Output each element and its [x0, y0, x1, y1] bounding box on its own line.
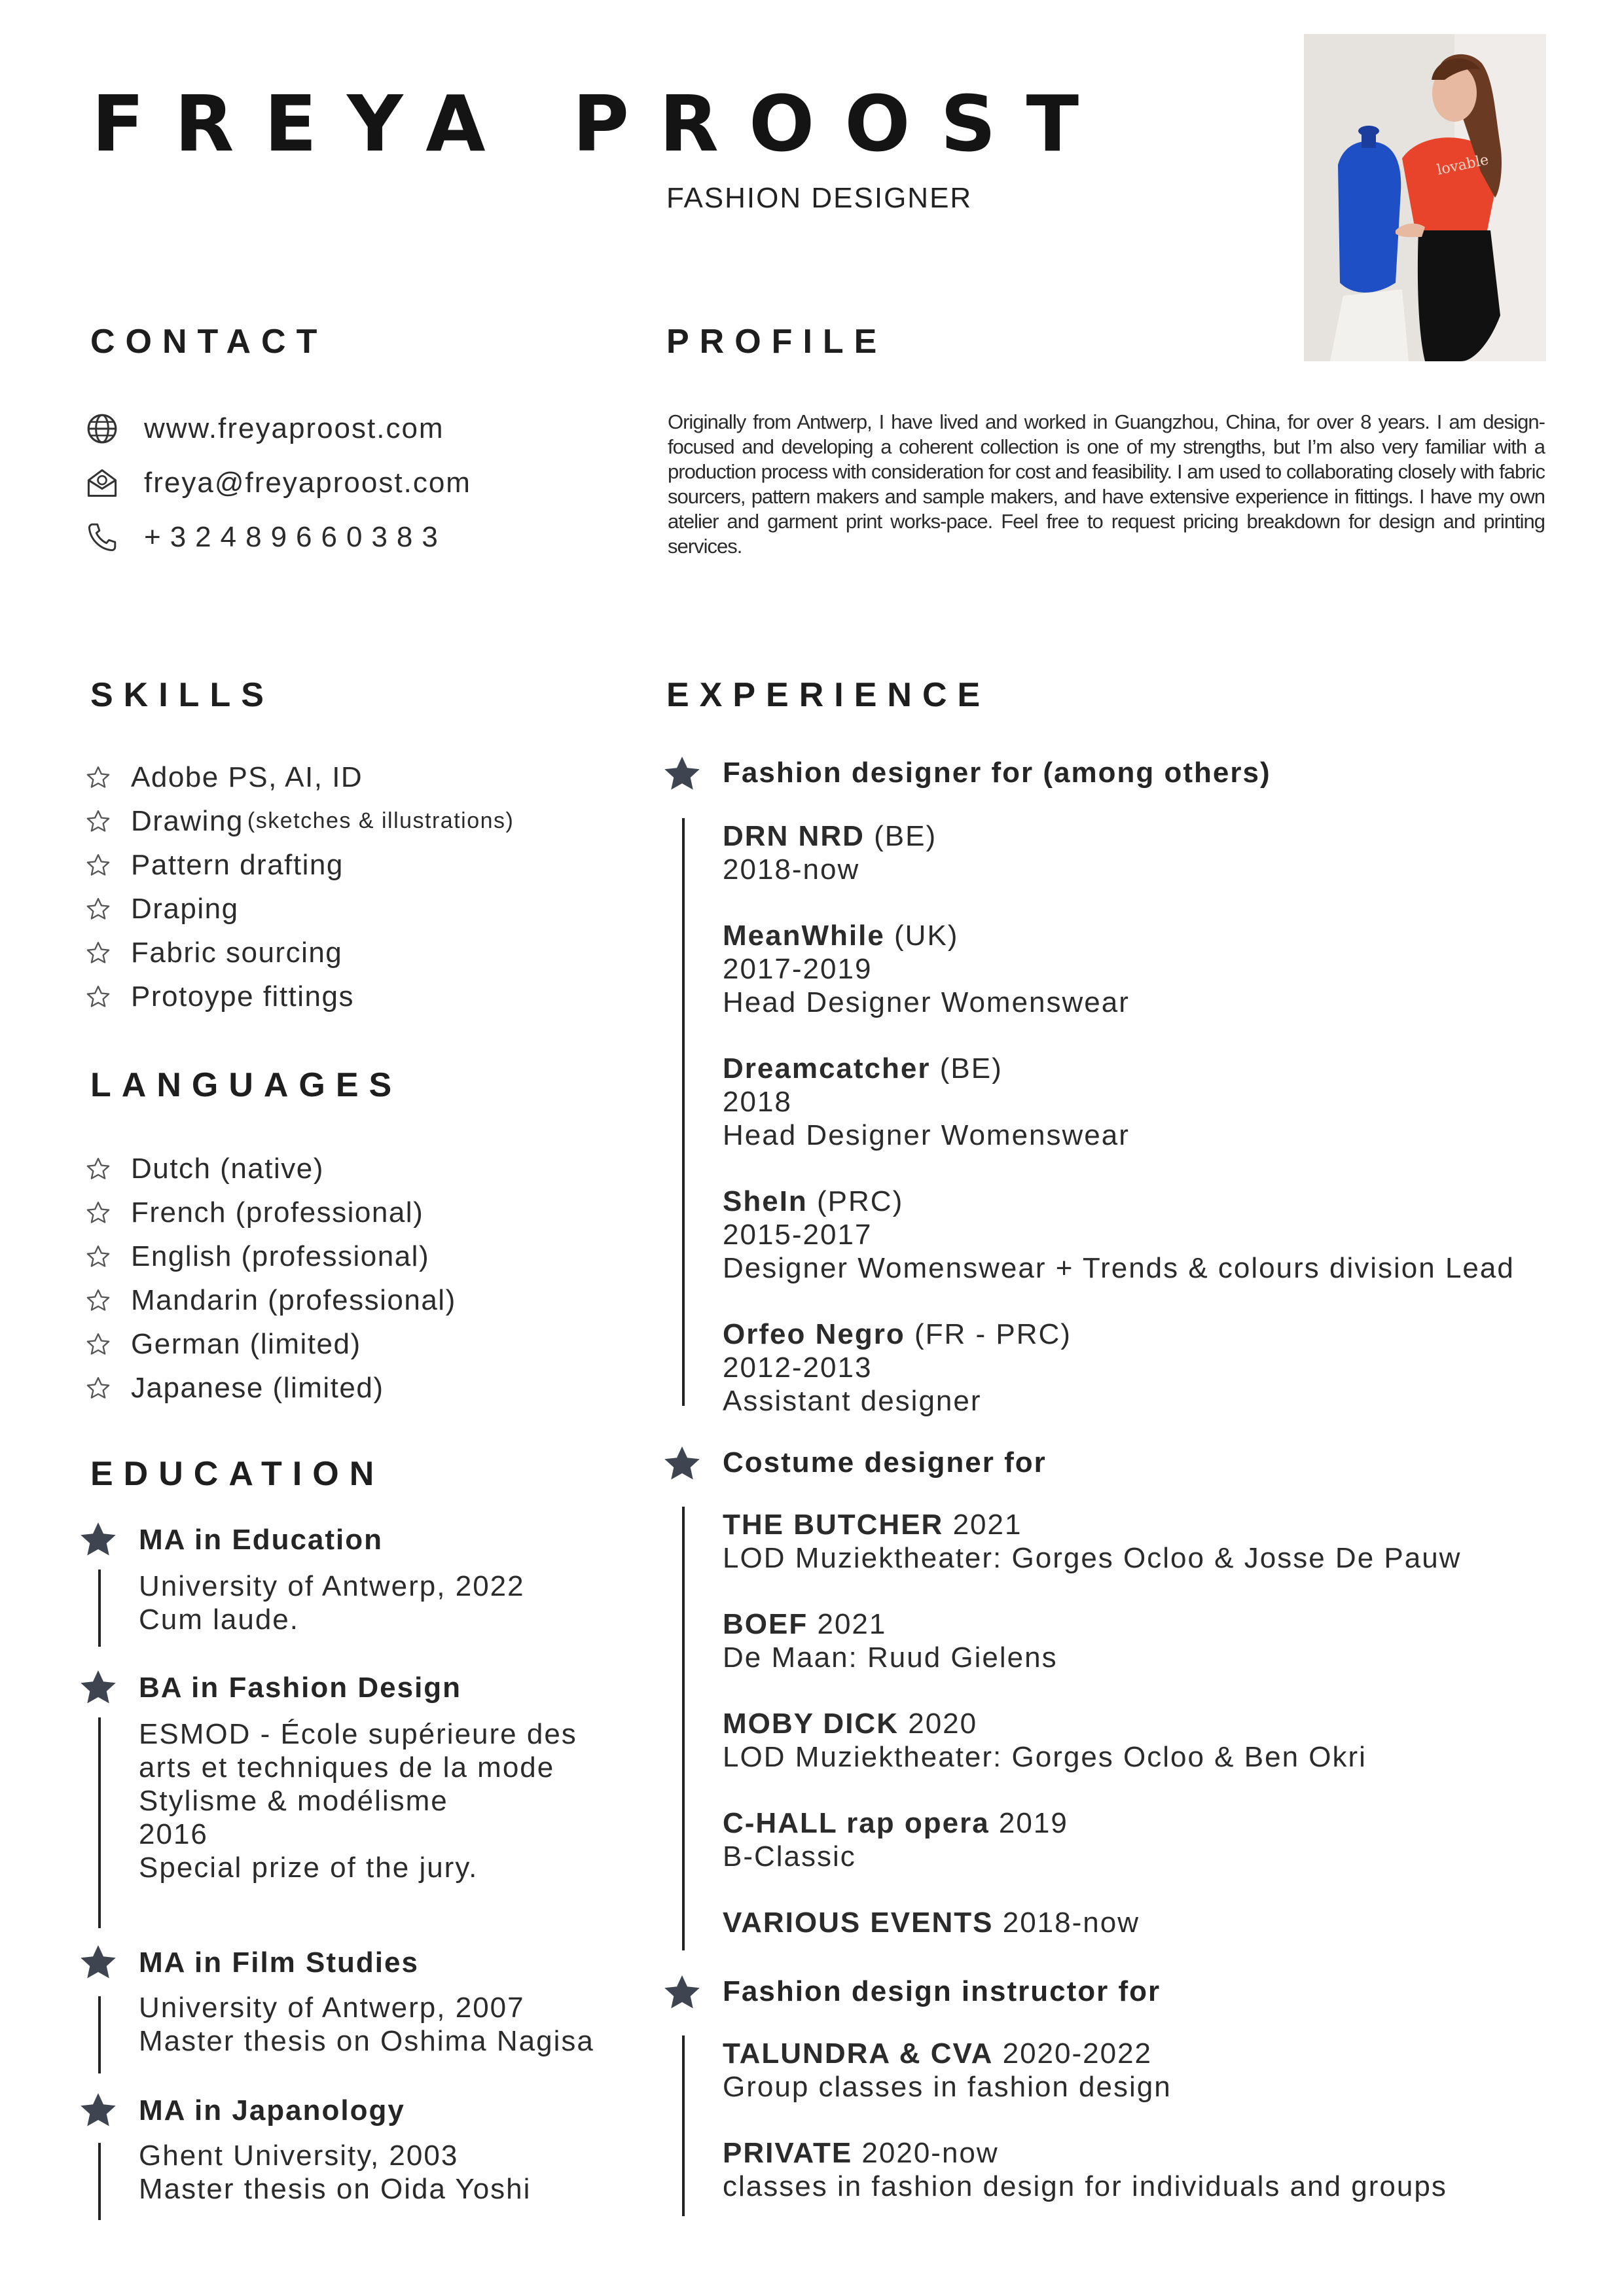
timeline-line	[98, 2143, 101, 2220]
detail-line: Ghent University, 2003	[139, 2140, 459, 2172]
star-outline-icon	[85, 852, 111, 878]
client-period: 2020-2022	[1002, 2037, 1153, 2070]
skill-note: (sketches & illustrations)	[247, 808, 514, 833]
website-link[interactable]: www.freyaproost.com	[144, 412, 444, 444]
phone-number[interactable]: +32489660383	[144, 521, 447, 553]
envelope-icon	[84, 465, 120, 501]
experience-group-entries	[723, 819, 1515, 1418]
profile-summary: Originally from Antwerp, I have lived and worked in Guangzhou, China, for over 8 years. I am design-focused and developing a coherent collection is one of my strengths, but I’m also very familiar with a production process with consideration for cost and feasibility. I am used to collaborating closely with fabric sourcers, pattern makers and sample makers, and have extensive experience in fittings. I have my own atelier and garment print works-pace. Feel free to request pricing breakdown for design and printing services.	[668, 410, 1545, 558]
production-name: BOEF	[723, 1608, 808, 1640]
detail-line: Group classes in fashion design	[723, 2071, 1172, 2103]
experience-group-heading: Fashion designer for (among others)	[723, 757, 1271, 789]
skills-list	[85, 755, 514, 1018]
employer-name: MeanWhile	[723, 920, 885, 952]
experience-entry	[723, 1806, 1461, 1873]
client-period: 2020-now	[861, 2137, 999, 2169]
degree-details	[139, 1991, 594, 2058]
production-year: 2021	[952, 1509, 1022, 1541]
experience-entry	[723, 1052, 1515, 1152]
skill-label: Fabric sourcing	[131, 936, 343, 969]
star-outline-icon	[85, 1244, 111, 1270]
timeline-line	[682, 2036, 685, 2216]
production-year: 2021	[817, 1608, 887, 1640]
production-year: 2018-now	[1002, 1907, 1140, 1939]
employer-name: Orfeo Negro	[723, 1318, 905, 1350]
production-year: 2019	[998, 1807, 1068, 1839]
degree-title: MA in Japanology	[139, 2094, 405, 2126]
experience-section-title: EXPERIENCE	[666, 676, 991, 714]
star-outline-icon	[85, 764, 111, 791]
detail-line: Cum laude.	[139, 1604, 300, 1636]
detail-line: 2012-2013	[723, 1352, 873, 1384]
list-item	[85, 931, 514, 975]
star-icon	[79, 2090, 118, 2130]
star-outline-icon	[85, 808, 111, 834]
experience-entry	[723, 1185, 1515, 1285]
star-outline-icon	[85, 1331, 111, 1357]
experience-entry	[723, 919, 1515, 1019]
degree-title: MA in Film Studies	[139, 1946, 419, 1979]
detail-line: Stylisme & modélisme	[139, 1785, 448, 1817]
detail-line: 2017-2019	[723, 953, 873, 985]
language-label: Dutch (native)	[131, 1152, 324, 1185]
star-outline-icon	[85, 940, 111, 966]
experience-group-entries	[723, 2037, 1447, 2203]
star-outline-icon	[85, 1156, 111, 1182]
list-item	[85, 975, 514, 1018]
experience-entry	[723, 1906, 1461, 1939]
languages-list	[85, 1147, 456, 1410]
timeline-line	[682, 818, 685, 1406]
list-item	[85, 1322, 456, 1366]
list-item	[85, 1234, 456, 1278]
skill-label: Drawing	[131, 804, 244, 837]
experience-group-heading: Fashion design instructor for	[723, 1975, 1161, 2007]
language-label: French (professional)	[131, 1196, 424, 1229]
detail-line: 2016	[139, 1818, 208, 1850]
production-name: THE BUTCHER	[723, 1509, 944, 1541]
experience-entry	[723, 1607, 1461, 1674]
star-outline-icon	[85, 984, 111, 1010]
skills-section-title: SKILLS	[90, 676, 274, 714]
client-name: PRIVATE	[723, 2137, 853, 2169]
experience-group-heading: Costume designer for	[723, 1446, 1047, 1479]
timeline-line	[682, 1507, 685, 1950]
list-item	[85, 1147, 456, 1191]
list-item	[85, 1366, 456, 1410]
detail-line: arts et techniques de la mode	[139, 1751, 555, 1784]
experience-group-entries	[723, 1508, 1461, 1939]
star-icon	[79, 1520, 118, 1559]
star-icon	[662, 754, 702, 793]
production-year: 2020	[908, 1708, 978, 1740]
candidate-name: FREYA PROOST	[92, 79, 1110, 169]
job-title: FASHION DESIGNER	[666, 182, 973, 214]
detail-line: ESMOD - École supérieure des	[139, 1718, 577, 1750]
list-item	[85, 1278, 456, 1322]
detail-line: 2015-2017	[723, 1219, 873, 1251]
client-name: TALUNDRA & CVA	[723, 2037, 994, 2070]
star-icon	[79, 1943, 118, 1982]
detail-line: 2018-now	[723, 853, 860, 886]
detail-line: Head Designer Womenswear	[723, 1119, 1130, 1151]
list-item	[85, 1191, 456, 1234]
experience-entry	[723, 819, 1515, 886]
degree-details	[139, 1570, 525, 1636]
email-link[interactable]: freya@freyaproost.com	[144, 467, 471, 499]
list-item	[85, 843, 514, 887]
detail-line: Designer Womenswear + Trends & colours division Lead	[723, 1252, 1515, 1284]
detail-line: University of Antwerp, 2022	[139, 1570, 525, 1602]
language-label: Japanese (limited)	[131, 1371, 384, 1404]
svg-text:lovable: lovable	[1435, 151, 1490, 179]
contact-email[interactable]	[84, 460, 471, 506]
production-name: C-HALL rap opera	[723, 1807, 990, 1839]
star-outline-icon	[85, 1287, 111, 1314]
detail-line: Master thesis on Oshima Nagisa	[139, 2025, 594, 2057]
star-outline-icon	[85, 1375, 111, 1401]
skill-label: Pattern drafting	[131, 848, 344, 881]
detail-line: Master thesis on Oida Yoshi	[139, 2173, 532, 2205]
employer-suffix: (BE)	[874, 820, 937, 852]
detail-line: Head Designer Womenswear	[723, 986, 1130, 1018]
detail-line: B-Classic	[723, 1840, 856, 1873]
experience-entry	[723, 1707, 1461, 1774]
detail-line: LOD Muziektheater: Gorges Ocloo & Ben Okri	[723, 1741, 1367, 1773]
degree-details	[139, 1717, 577, 1884]
experience-entry	[723, 1508, 1461, 1575]
languages-section-title: LANGUAGES	[90, 1066, 403, 1104]
contact-phone[interactable]	[84, 514, 447, 560]
list-item	[85, 799, 514, 843]
timeline-line	[98, 1717, 101, 1928]
production-name: VARIOUS EVENTS	[723, 1907, 994, 1939]
degree-title: MA in Education	[139, 1524, 384, 1556]
timeline-line	[98, 1570, 101, 1647]
phone-icon	[84, 519, 120, 556]
list-item	[85, 887, 514, 931]
education-section-title: EDUCATION	[90, 1455, 385, 1493]
star-icon	[662, 1973, 702, 2012]
profile-section-title: PROFILE	[666, 323, 888, 361]
skill-label: Protoype fittings	[131, 980, 354, 1013]
star-outline-icon	[85, 896, 111, 922]
degree-details	[139, 2139, 531, 2206]
detail-line: classes in fashion design for individuals and groups	[723, 2170, 1447, 2202]
detail-line: Special prize of the jury.	[139, 1852, 478, 1884]
skill-label: Adobe PS, AI, ID	[131, 761, 363, 793]
employer-name: SheIn	[723, 1185, 808, 1217]
detail-line: Assistant designer	[723, 1385, 982, 1417]
employer-suffix: (PRC)	[817, 1185, 904, 1217]
language-label: Mandarin (professional)	[131, 1283, 456, 1316]
star-outline-icon	[85, 1200, 111, 1226]
language-label: German (limited)	[131, 1327, 361, 1360]
contact-section-title: CONTACT	[90, 323, 328, 361]
degree-title: BA in Fashion Design	[139, 1672, 462, 1704]
contact-website[interactable]	[84, 406, 444, 452]
list-item	[85, 755, 514, 799]
detail-line: 2018	[723, 1086, 792, 1118]
detail-line: De Maan: Ruud Gielens	[723, 1641, 1058, 1674]
language-label: English (professional)	[131, 1240, 430, 1272]
globe-icon	[84, 410, 120, 447]
employer-suffix: (BE)	[939, 1052, 1003, 1085]
photo-illustration	[1304, 34, 1546, 361]
skill-label: Draping	[131, 892, 239, 925]
employer-suffix: (FR - PRC)	[914, 1318, 1072, 1350]
star-icon	[79, 1668, 118, 1707]
experience-entry	[723, 2136, 1447, 2203]
experience-entry	[723, 1318, 1515, 1418]
experience-entry	[723, 2037, 1447, 2104]
detail-line: University of Antwerp, 2007	[139, 1992, 525, 2024]
timeline-line	[98, 1996, 101, 2073]
star-icon	[662, 1444, 702, 1483]
production-name: MOBY DICK	[723, 1708, 899, 1740]
detail-line: LOD Muziektheater: Gorges Ocloo & Josse De Pauw	[723, 1542, 1462, 1574]
employer-name: DRN NRD	[723, 820, 865, 852]
employer-name: Dreamcatcher	[723, 1052, 931, 1085]
profile-photo	[1304, 34, 1546, 361]
employer-suffix: (UK)	[894, 920, 959, 952]
